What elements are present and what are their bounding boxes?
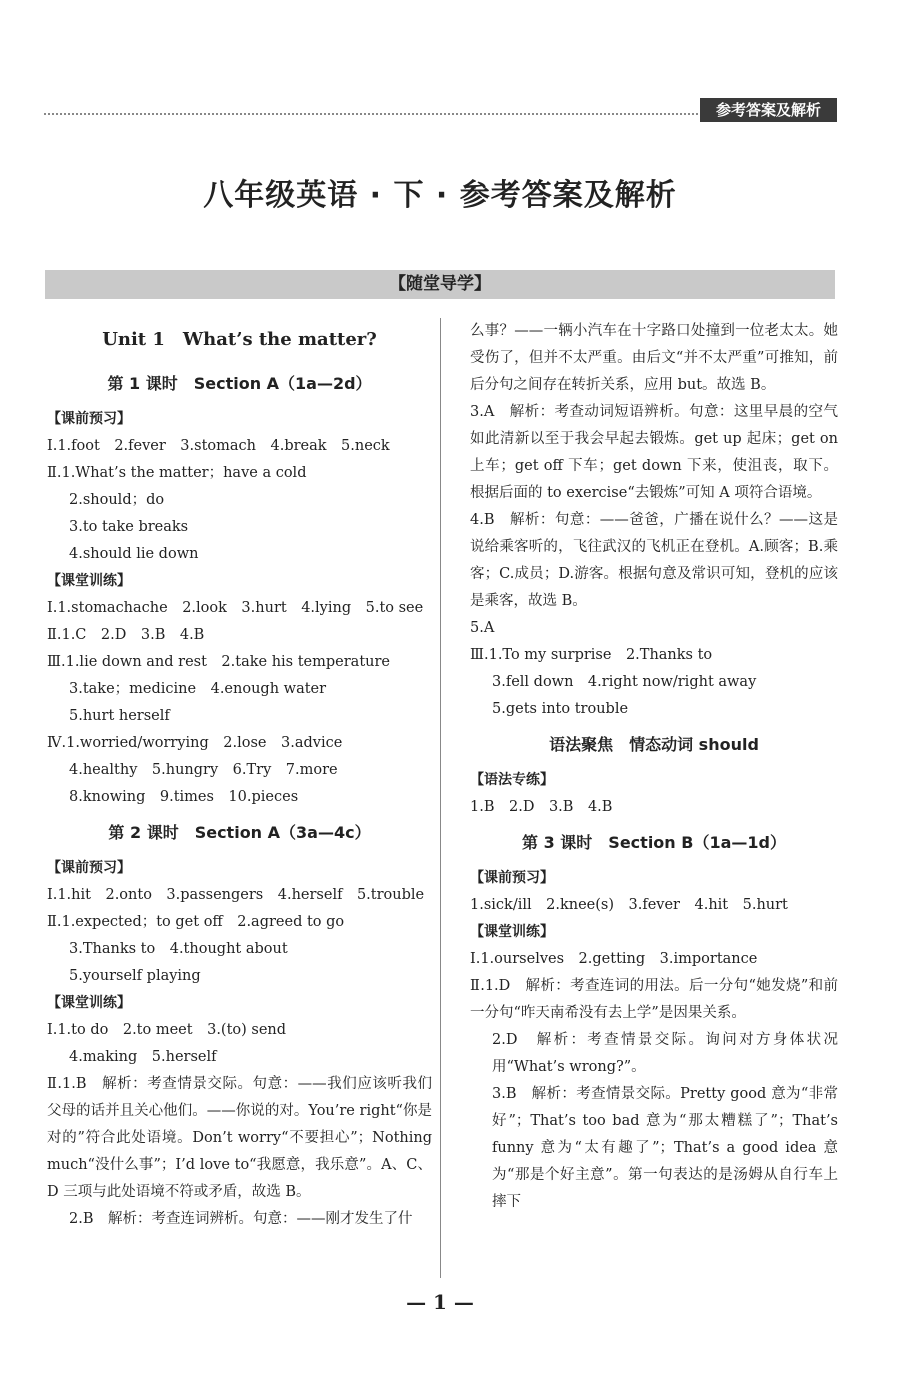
training-heading: 【课堂训练】 (47, 573, 131, 589)
answer-line: 3.to take breaks (69, 519, 189, 535)
training-heading: 【课堂训练】 (470, 924, 554, 940)
answer-line: 1.B 2.D 3.B 4.B (470, 799, 613, 815)
section-banner: 【随堂导学】 (45, 270, 835, 299)
answer-line: Ⅲ.1.lie down and rest 2.take his temperature (47, 654, 391, 670)
answer-line: 8.knowing 9.times 10.pieces (69, 789, 299, 805)
lesson-2-heading: 第 2 课时 Section A（3a—4c） (108, 823, 371, 842)
page-title: 八年级英语 · 下 · 参考答案及解析 (203, 178, 677, 213)
answer-line: 4.healthy 5.hungry 6.Try 7.more (69, 762, 338, 778)
answer-line: 2.should；do (69, 492, 165, 508)
page-number: — 1 — (406, 1290, 474, 1314)
answer-line: Ⅰ.1.stomachache 2.look 3.hurt 4.lying 5.to see (47, 600, 424, 616)
answer-line: Ⅳ.1.worried/worrying 2.lose 3.advice (47, 735, 343, 751)
explanation-paragraph: Ⅱ.1.B 解析：考查情景交际。句意：——我们应该听我们父母的话并且关心他们。——你说的对。You’re right“你是对的”符合此处语境。Don’t worry“不要担心”；Nothing much“没什么事”；I’d love to“我愿意，我乐意”。A、C、D 三项与此处语境不符或矛盾，故选 B。 (47, 1076, 432, 1200)
header-rule (44, 113, 702, 115)
lesson-1-heading: 第 1 课时 Section A（1a—2d） (107, 374, 372, 393)
explanation-paragraph: 4.B 解析：句意：——爸爸，广播在说什么？——这是说给乘客听的，飞往武汉的飞机正在登机。A.顾客；B.乘客；C.成员；D.游客。根据句意及常识可知，登机的应该是乘客，故选 B。 (470, 512, 838, 609)
answer-line: Ⅰ.1.ourselves 2.getting 3.importance (470, 951, 758, 967)
left-column (47, 318, 432, 1233)
explanation-paragraph: 2.D 解析：考查情景交际。询问对方身体状况用“What’s wrong?”。 (492, 1032, 838, 1075)
answer-line: 5.A (470, 620, 495, 636)
column-divider (440, 318, 441, 1278)
right-column (470, 318, 838, 1216)
training-heading: 【课堂训练】 (47, 995, 131, 1011)
preview-heading: 【课前预习】 (47, 860, 131, 876)
explanation-paragraph: 2.B 解析：考查连词辨析。句意：——刚才发生了什 (69, 1211, 413, 1227)
answer-line: 5.hurt herself (69, 708, 170, 724)
explanation-paragraph: 3.B 解析：考查情景交际。Pretty good 意为“非常好”；That’s too bad 意为“那太糟糕了”；That’s funny 意为“太有趣了”；That’s a good idea 意为“那是个好主意”。第一句表达的是汤姆从自行车上摔下 (492, 1086, 838, 1210)
explanation-paragraph: 么事？——一辆小汽车在十字路口处撞到一位老太太。她受伤了，但并不太严重。由后文“并不太严重”可推知，前后分句之间存在转折关系，应用 but。故选 B。 (470, 323, 838, 393)
answer-line: Ⅰ.1.foot 2.fever 3.stomach 4.break 5.neck (47, 438, 390, 454)
answer-line: 4.making 5.herself (69, 1049, 217, 1065)
answer-line: 3.Thanks to 4.thought about (69, 941, 288, 957)
answer-line: 5.yourself playing (69, 968, 201, 984)
answer-line: 4.should lie down (69, 546, 199, 562)
lesson-3-heading: 第 3 课时 Section B（1a—1d） (522, 833, 786, 852)
answer-line: 3.fell down 4.right now/right away (492, 674, 757, 690)
grammar-heading: 语法聚焦 情态动词 should (549, 735, 759, 754)
answer-line: 3.take；medicine 4.enough water (69, 681, 327, 697)
grammar-practice-heading: 【语法专练】 (470, 772, 554, 788)
preview-heading: 【课前预习】 (47, 411, 131, 427)
unit-title: Unit 1 What’s the matter? (102, 329, 377, 350)
answer-line: Ⅰ.1.to do 2.to meet 3.(to) send (47, 1022, 287, 1038)
answer-line: Ⅱ.1.What’s the matter；have a cold (47, 465, 307, 481)
explanation-paragraph: 3.A 解析：考查动词短语辨析。句意：这里早晨的空气如此清新以至于我会早起去锻炼。get up 起床；get on 上车；get off 下车；get down 下来，使沮丧，取下。根据后面的 to exercise“去锻炼”可知 A 项符合语境。 (470, 404, 838, 501)
answer-line: 1.sick/ill 2.knee(s) 3.fever 4.hit 5.hurt (470, 897, 788, 913)
answer-line: Ⅱ.1.expected；to get off 2.agreed to go (47, 914, 345, 930)
answer-line: Ⅰ.1.hit 2.onto 3.passengers 4.herself 5.trouble (47, 887, 425, 903)
explanation-paragraph: Ⅱ.1.D 解析：考查连词的用法。后一分句“她发烧”和前一分句“昨天南希没有去上学”是因果关系。 (470, 978, 838, 1021)
answer-line: 5.gets into trouble (492, 701, 629, 717)
preview-heading: 【课前预习】 (470, 870, 554, 886)
answer-line: Ⅱ.1.C 2.D 3.B 4.B (47, 627, 205, 643)
header-tag: 参考答案及解析 (700, 98, 837, 122)
answer-line: Ⅲ.1.To my surprise 2.Thanks to (470, 647, 713, 663)
